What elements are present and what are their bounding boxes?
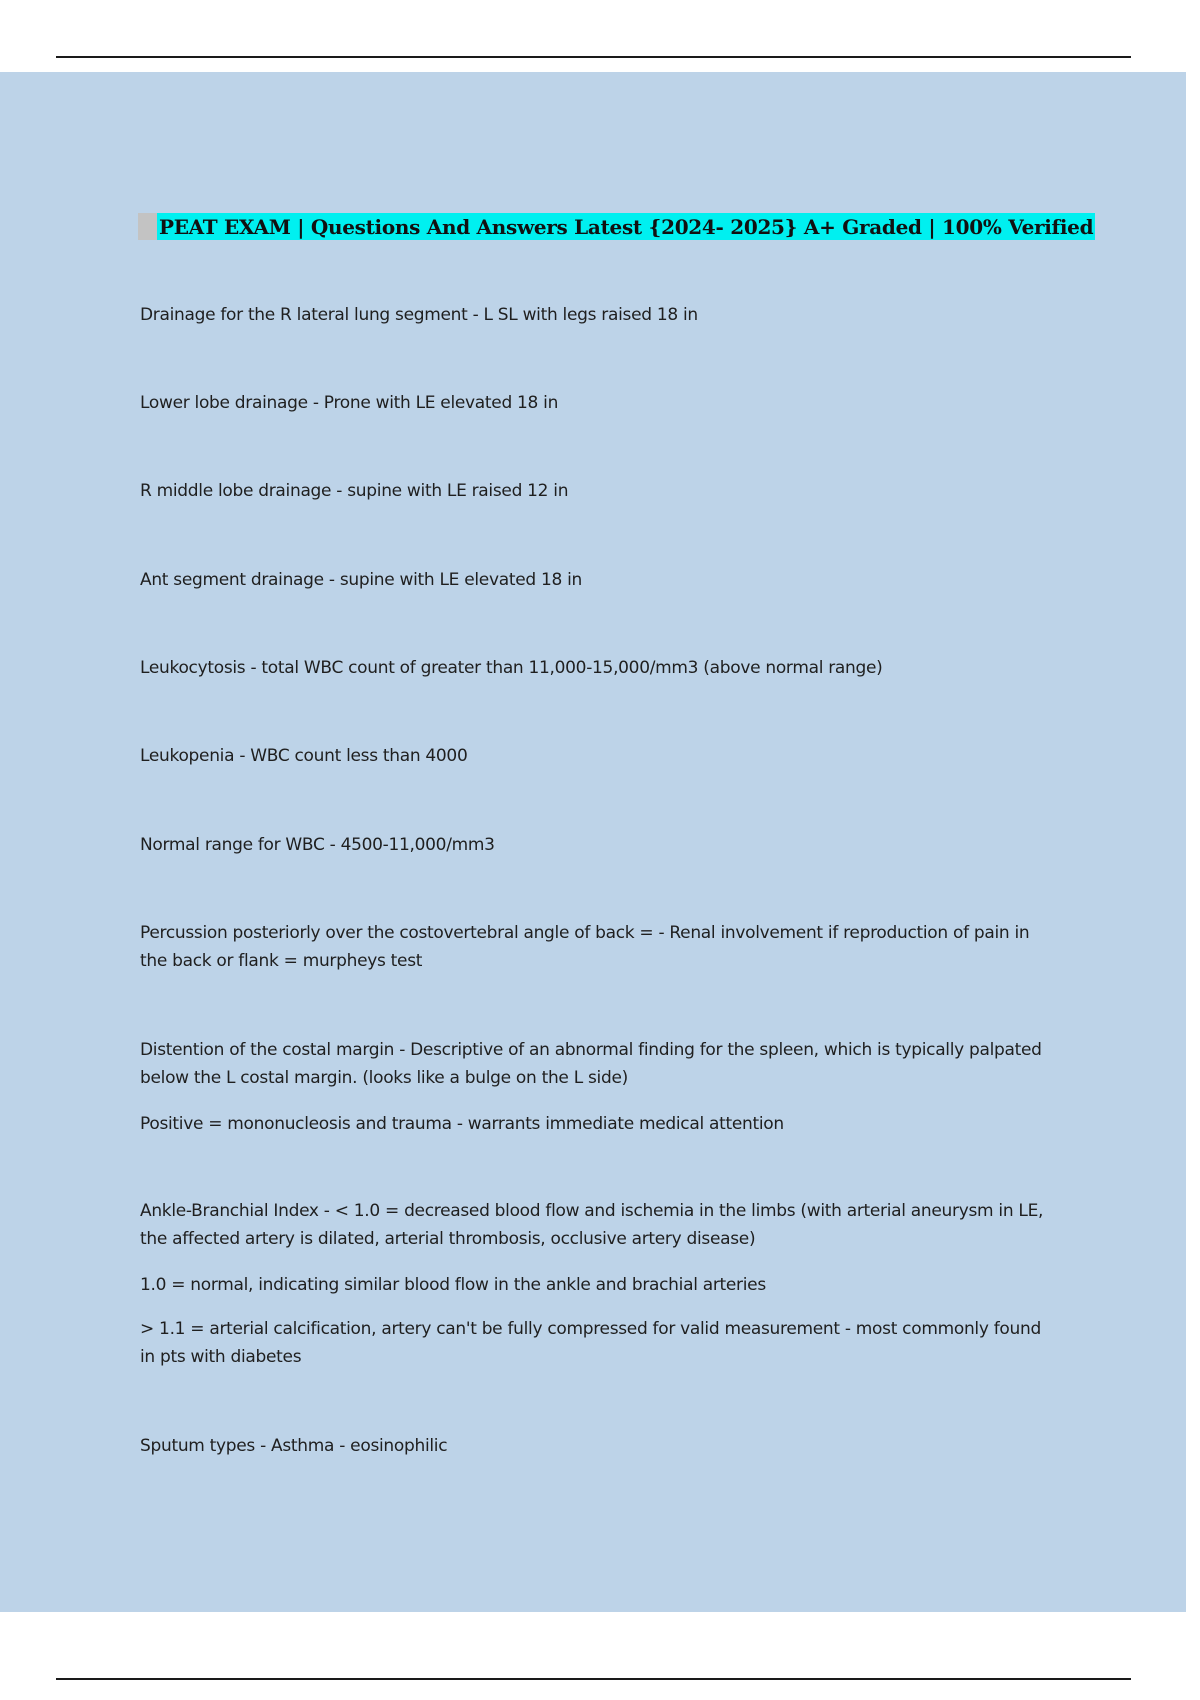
qa-entry-percussion: Percussion posteriorly over the costovertebral angle of back = - Renal involvement if reproduction of pain in the back or flank = murpheys test (140, 923, 1030, 971)
qa-entry-leukopenia: Leukopenia - WBC count less than 4000 (140, 746, 468, 766)
header-rule (56, 56, 1131, 58)
qa-entry-abi-calcification: > 1.1 = arterial calcification, artery can't be fully compressed for valid measurement - most commonly found in pts with diabetes (140, 1319, 1041, 1367)
qa-entry-ant-segment-drainage: Ant segment drainage - supine with LE elevated 18 in (140, 570, 582, 590)
qa-entry-abi-normal: 1.0 = normal, indicating similar blood flow in the ankle and brachial arteries (140, 1275, 766, 1295)
qa-entry-leukocytosis: Leukocytosis - total WBC count of greater than 11,000-15,000/mm3 (above normal range) (140, 658, 883, 678)
qa-entry-middle-lobe-drainage: R middle lobe drainage - supine with LE raised 12 in (140, 481, 569, 501)
qa-entry-lower-lobe-drainage: Lower lobe drainage - Prone with LE elevated 18 in (140, 393, 559, 413)
qa-entry-lateral-segment-drainage: Drainage for the R lateral lung segment - L SL with legs raised 18 in (140, 305, 698, 325)
document-title: PEAT EXAM | Questions And Answers Latest {2024- 2025} A+ Graded | 100% Verified (159, 214, 1094, 239)
qa-entry-costal-margin: Distention of the costal margin - Descriptive of an abnormal finding for the spleen, which is typically palpated below the L costal margin. (looks like a bulge on the L side) (140, 1040, 1042, 1088)
qa-entry-abi: Ankle-Branchial Index - < 1.0 = decreased blood flow and ischemia in the limbs (with arterial aneurysm in LE, the affected artery is dilated, arterial thrombosis, occlusive artery disease) (140, 1201, 1044, 1249)
qa-entry-sputum-types: Sputum types - Asthma - eosinophilic (140, 1436, 448, 1456)
qa-entry-positive-finding: Positive = mononucleosis and trauma - warrants immediate medical attention (140, 1114, 784, 1134)
qa-entry-normal-wbc: Normal range for WBC - 4500-11,000/mm3 (140, 835, 495, 855)
footer-rule (56, 1678, 1131, 1680)
